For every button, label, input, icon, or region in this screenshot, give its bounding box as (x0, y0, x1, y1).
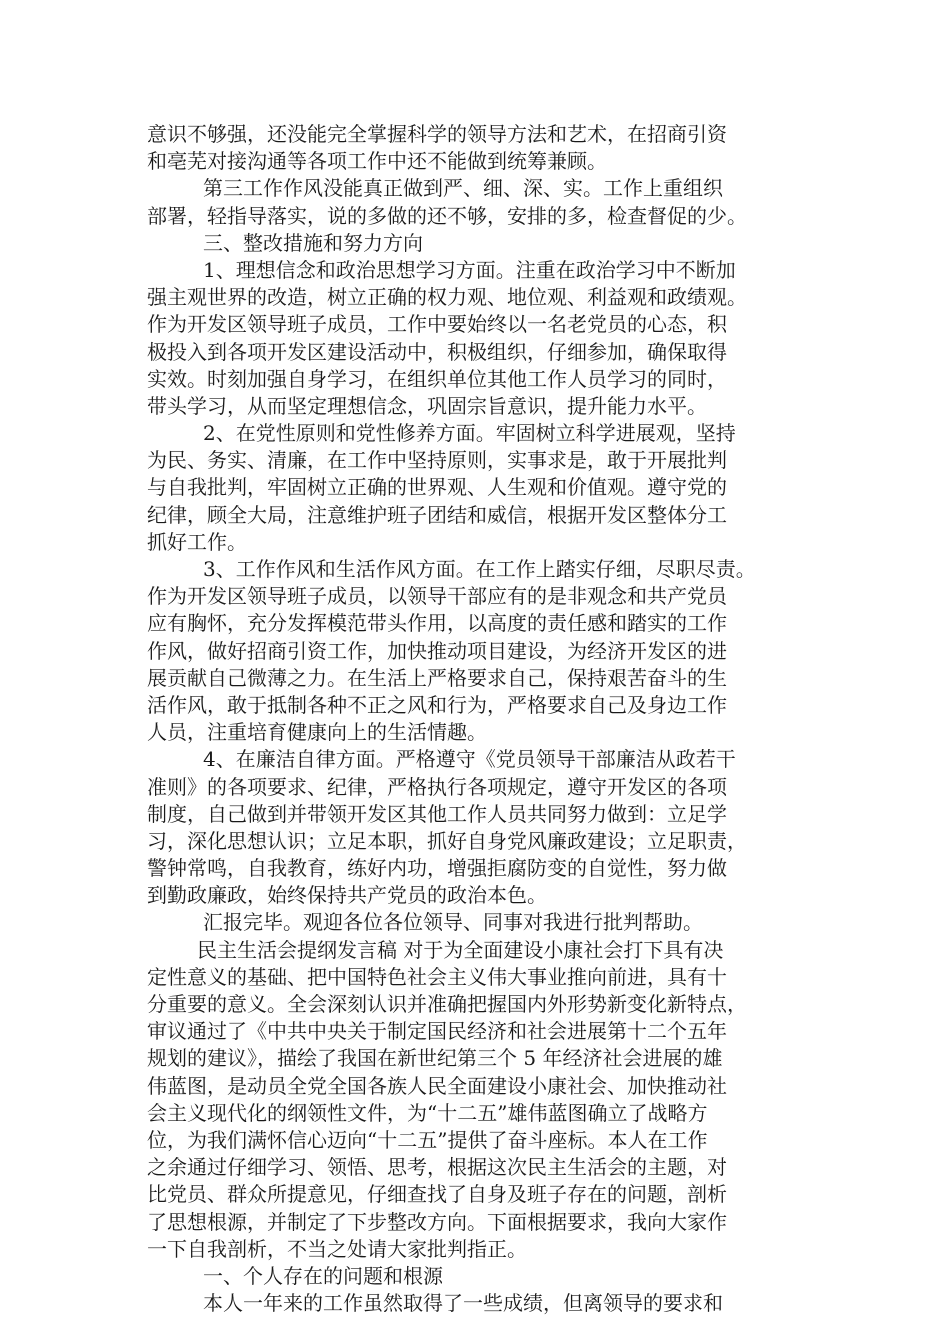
text-line: 带头学习，从而坚定理想信念，巩固宗旨意识，提升能力水平。 (147, 393, 707, 418)
text-line: 部署，轻指导落实，说的多做的还不够，安排的多，检查督促的少。 (147, 203, 747, 228)
text-line: 1、理想信念和政治思想学习方面。注重在政治学习中不断加 (203, 257, 736, 282)
text-line: 制度，自己做到并带领开发区其他工作人员共同努力做到：立足学 (147, 801, 727, 826)
text-line: 作风，做好招商引资工作，加快推动项目建设，为经济开发区的进 (147, 638, 727, 663)
text-line: 作为开发区领导班子成员，工作中要始终以一名老党员的心态，积 (147, 312, 727, 337)
text-line: 警钟常鸣，自我教育，练好内功，增强拒腐防变的自觉性，努力做 (147, 856, 727, 881)
text-line: 作为开发区领导班子成员，以领导干部应有的是非观念和共产党员 (147, 584, 727, 609)
text-line: 了思想根源，并制定了下步整改方向。下面根据要求，我向大家作 (147, 1209, 727, 1234)
text-line: 2、在党性原则和党性修养方面。牢固树立科学进展观，坚持 (203, 421, 736, 446)
text-line: 汇报完毕。观迎各位各位领导、同事对我进行批判帮助。 (203, 910, 703, 935)
text-line: 与自我批判，牢固树立正确的世界观、人生观和价值观。遵守党的 (147, 475, 727, 500)
text-line: 人员，注重培育健康向上的生活情趣。 (147, 720, 487, 745)
text-line: 展贡献自己微薄之力。在生活上严格要求自己，保持艰苦奋斗的生 (147, 665, 727, 690)
text-line: 意识不够强，还没能完全掌握科学的领导方法和艺术，在招商引资 (147, 122, 727, 146)
text-line: 分重要的意义。全会深刻认识并准确把握国内外形势新变化新特点， (147, 992, 747, 1016)
text-line: 本人一年来的工作虽然取得了一些成绩，但离领导的要求和 (203, 1291, 723, 1316)
document-page (147, 121, 827, 1317)
text-line: 习，深化思想认识；立足本职，抓好自身党风廉政建设；立足职责， (147, 828, 747, 853)
text-line: 极投入到各项开发区建设活动中，积极组织，仔细参加，确保取得 (147, 339, 727, 364)
text-line: 伟蓝图，是动员全党全国各族人民全面建设小康社会、加快推动社 (147, 1073, 727, 1098)
text-line: 一下自我剖析，不当之处请大家批判指正。 (147, 1236, 527, 1261)
text-line: 为民、务实、清廉，在工作中坚持原则，实事求是，敢于开展批判 (147, 448, 727, 473)
text-line: 定性意义的基础、把中国特色社会主义伟大事业推向前进，具有十 (147, 964, 727, 989)
text-line: 民主生活会提纲发言稿 对于为全面建设小康社会打下具有决 (197, 937, 724, 962)
text-line: 比党员、群众所提意见，仔细查找了自身及班子存在的问题，剖析 (147, 1182, 727, 1207)
text-line: 抓好工作。 (147, 529, 247, 554)
text-line: 会主义现代化的纲领性文件，为“十二五”雄伟蓝图确立了战略方 (147, 1100, 708, 1125)
text-line: 强主观世界的改造，树立正确的权力观、地位观、利益观和政绩观。 (147, 285, 747, 310)
text-line: 和亳芜对接沟通等各项工作中还不能做到统筹兼顾。 (147, 149, 607, 174)
text-line: 审议通过了《中共中央关于制定国民经济和社会进展第十二个五年 (147, 1019, 727, 1044)
text-line: 活作风，敢于抵制各种不正之风和行为，严格要求自己及身边工作 (147, 692, 727, 717)
text-line: 之余通过仔细学习、领悟、思考，根据这次民主生活会的主题，对 (147, 1155, 727, 1180)
text-line: 实效。时刻加强自身学习，在组织单位其他工作人员学习的同时， (147, 366, 727, 391)
text-line: 应有胸怀，充分发挥模范带头作用，以高度的责任感和踏实的工作 (147, 611, 727, 636)
text-line: 三、整改措施和努力方向 (203, 230, 423, 255)
text-line: 位，为我们满怀信心迈向“十二五”提供了奋斗座标。本人在工作 (147, 1127, 708, 1152)
text-line: 规划的建议》，描绘了我国在新世纪第三个 5 年经济社会进展的雄 (147, 1046, 723, 1071)
text-line: 一、个人存在的问题和根源 (203, 1263, 443, 1288)
text-line: 第三工作作风没能真正做到严、细、深、实。工作上重组织 (203, 176, 723, 201)
text-line: 3、工作作风和生活作风方面。在工作上踏实仔细，尽职尽责。 (203, 557, 756, 581)
text-line: 到勤政廉政，始终保持共产党员的政治本色。 (147, 883, 547, 908)
text-line: 准则》的各项要求、纪律，严格执行各项规定，遵守开发区的各项 (147, 774, 727, 799)
text-line: 4、在廉洁自律方面。严格遵守《党员领导干部廉洁从政若干 (203, 747, 736, 772)
text-line: 纪律，顾全大局，注意维护班子团结和威信，根据开发区整体分工 (147, 502, 727, 527)
